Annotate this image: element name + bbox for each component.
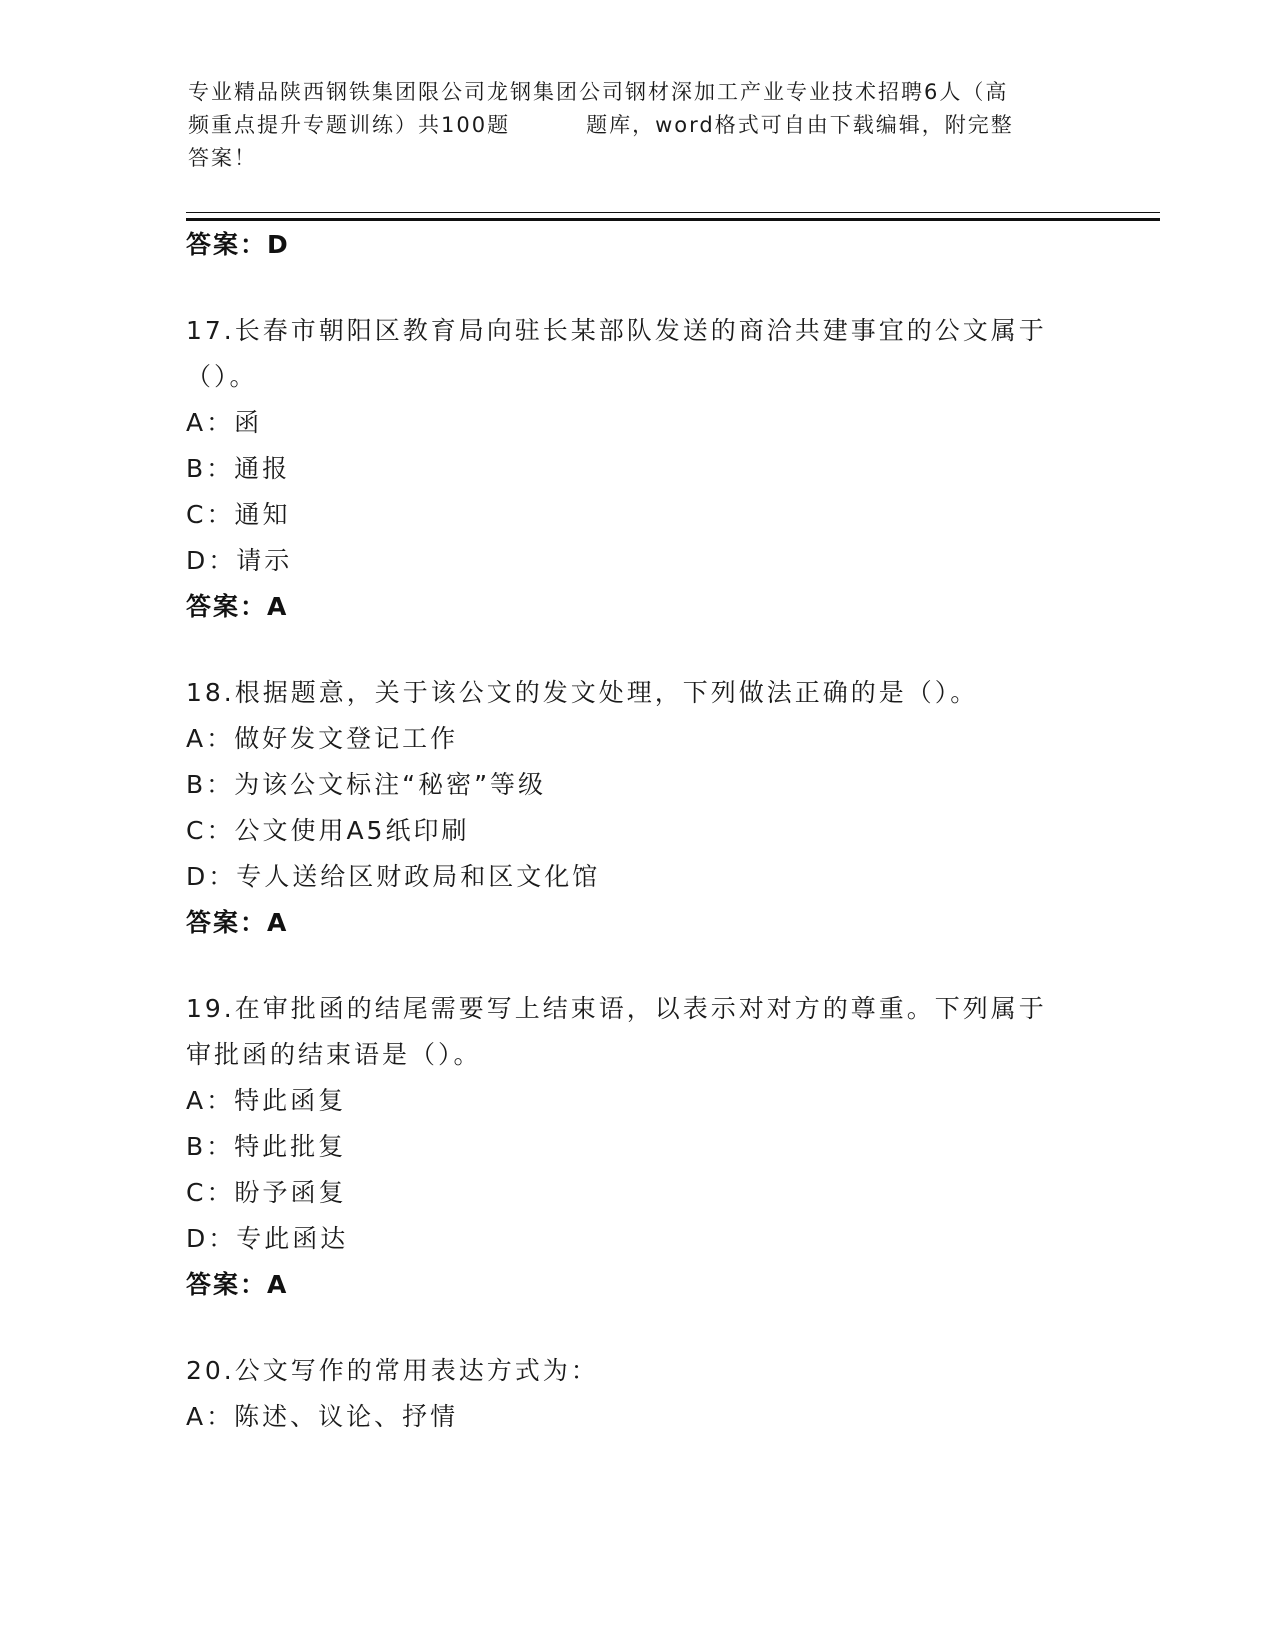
answer: 答案：A bbox=[186, 592, 289, 621]
header-line-2-part-b: 题库，word格式可自由下载编辑，附完整 bbox=[586, 113, 1014, 137]
header-line-1: 专业精品陕西钢铁集团限公司龙钢集团公司钢材深加工产业专业技术招聘6人（高 bbox=[188, 80, 1009, 104]
question-18 bbox=[186, 670, 1086, 946]
option-a: A：函 bbox=[186, 408, 263, 437]
header-divider-thick bbox=[186, 218, 1160, 221]
answer: 答案：A bbox=[186, 1270, 289, 1299]
question-text: 17.长春市朝阳区教育局向驻长某部队发送的商洽共建事宜的公文属于 bbox=[186, 316, 1047, 345]
question-text: 19.在审批函的结尾需要写上结束语，以表示对对方的尊重。下列属于 bbox=[186, 994, 1047, 1023]
header-divider-thin bbox=[186, 212, 1160, 213]
question-text: 18.根据题意，关于该公文的发文处理，下列做法正确的是（）。 bbox=[186, 678, 979, 707]
question-20 bbox=[186, 1348, 1086, 1440]
header-line-2-part-a: 频重点提升专题训练）共100题 bbox=[188, 113, 511, 137]
option-d: D：请示 bbox=[186, 546, 293, 575]
question-19 bbox=[186, 986, 1086, 1308]
option-b: B：通报 bbox=[186, 454, 291, 483]
option-a: A：做好发文登记工作 bbox=[186, 724, 459, 753]
question-text: 审批函的结束语是（）。 bbox=[186, 1040, 482, 1069]
option-c: C：通知 bbox=[186, 500, 291, 529]
option-d: D：专人送给区财政局和区文化馆 bbox=[186, 862, 601, 891]
question-list bbox=[186, 222, 1086, 1440]
question-text: （）。 bbox=[186, 362, 258, 391]
option-b: B：特此批复 bbox=[186, 1132, 347, 1161]
option-c: C：盼予函复 bbox=[186, 1178, 347, 1207]
header-line-2 bbox=[188, 109, 1088, 142]
option-a: A：陈述、议论、抒情 bbox=[186, 1402, 459, 1431]
document-header bbox=[188, 76, 1088, 175]
option-b: B：为该公文标注“秘密”等级 bbox=[186, 770, 547, 799]
option-c: C：公文使用A5纸印刷 bbox=[186, 816, 470, 845]
option-a: A：特此函复 bbox=[186, 1086, 347, 1115]
header-line-3: 答案！ bbox=[188, 146, 257, 170]
question-text: 20.公文写作的常用表达方式为： bbox=[186, 1356, 599, 1385]
question-17 bbox=[186, 308, 1086, 630]
answer: 答案：A bbox=[186, 908, 289, 937]
option-d: D：专此函达 bbox=[186, 1224, 349, 1253]
previous-answer: 答案：D bbox=[186, 230, 290, 259]
